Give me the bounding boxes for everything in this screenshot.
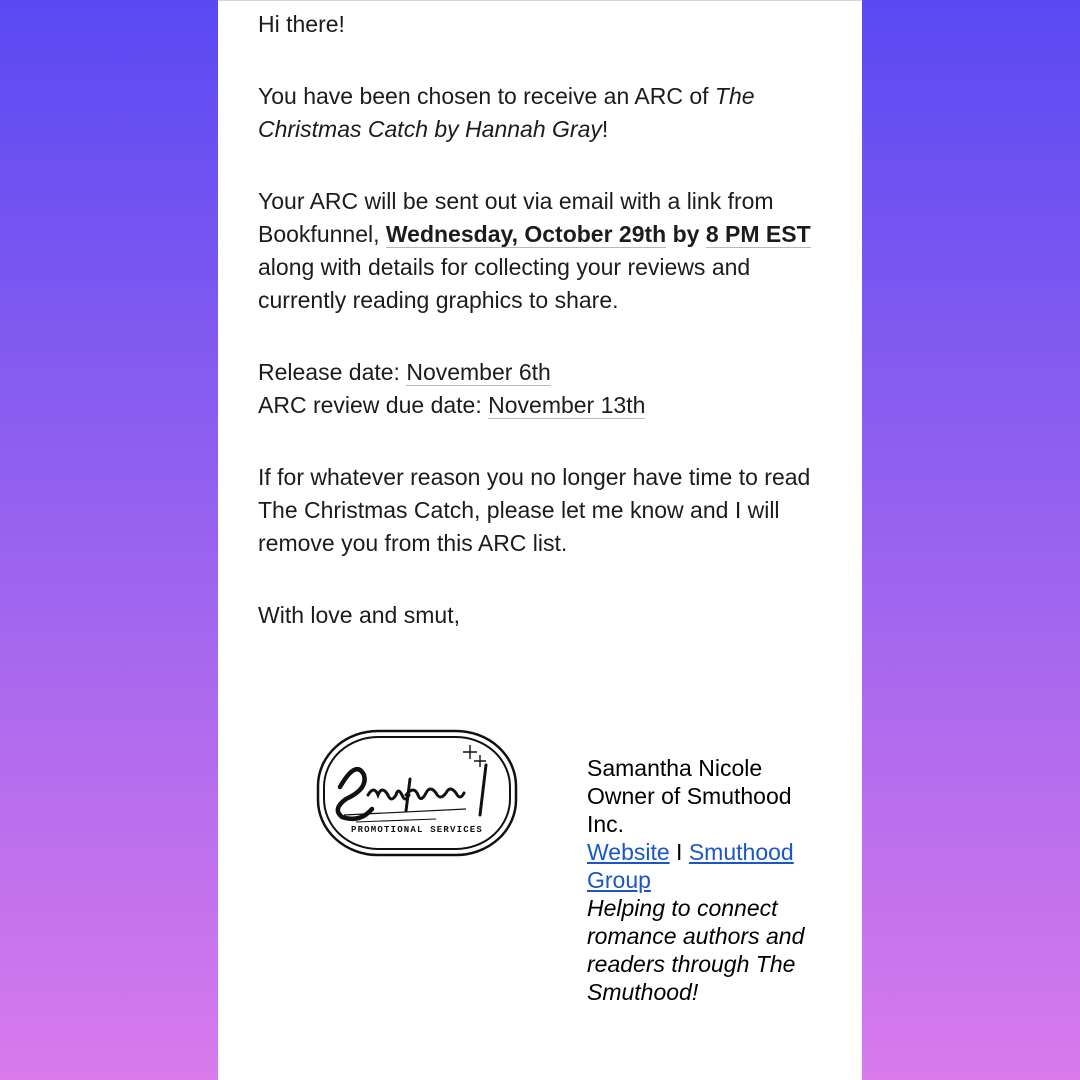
opt-out-note: If for whatever reason you no longer have time to read The Christmas Catch, please let me know and I will remove you from this ARC list. — [258, 464, 811, 556]
release-label: Release date: — [258, 359, 407, 385]
smuthood-group-link[interactable]: Smuthood Group — [587, 839, 794, 893]
website-link[interactable]: Website — [587, 839, 670, 865]
link-separator: I — [669, 839, 689, 865]
delivery-text: Your ARC will be sent out via email with a link from Bookfunnel, — [258, 188, 774, 247]
greeting: Hi there! — [258, 11, 345, 37]
delivery-details — [258, 185, 828, 317]
signature-links — [587, 838, 827, 894]
arc-announcement-text: You have been chosen to receive an ARC of — [258, 83, 715, 109]
email-signature — [587, 754, 827, 1006]
email-body — [258, 8, 828, 671]
delivery-date: Wednesday, October 29th — [385, 221, 667, 247]
signature-tagline: Helping to connect romance authors and readers through The Smuthood! — [587, 895, 805, 1005]
release-date: November 6th — [406, 359, 551, 385]
due-label: ARC review due date: — [258, 392, 489, 418]
due-date: November 13th — [488, 392, 646, 418]
delivery-time: 8 PM EST — [705, 221, 811, 247]
logo-subtitle: PROMOTIONAL SERVICES — [350, 825, 484, 835]
closing: With love and smut, — [258, 602, 460, 628]
dates-block — [258, 356, 828, 422]
delivery-by: by — [666, 221, 706, 247]
signer-name: Samantha Nicole — [587, 755, 763, 781]
signer-role: Owner of Smuthood Inc. — [587, 783, 792, 837]
delivery-suffix: along with details for collecting your reviews and currently reading graphics to share. — [258, 254, 751, 313]
exclamation: ! — [601, 116, 609, 142]
arc-announcement — [258, 80, 828, 146]
book-title: The Christmas Catch by Hannah Gray — [258, 83, 755, 142]
email-page — [218, 0, 862, 1080]
smuthood-logo — [316, 729, 518, 857]
